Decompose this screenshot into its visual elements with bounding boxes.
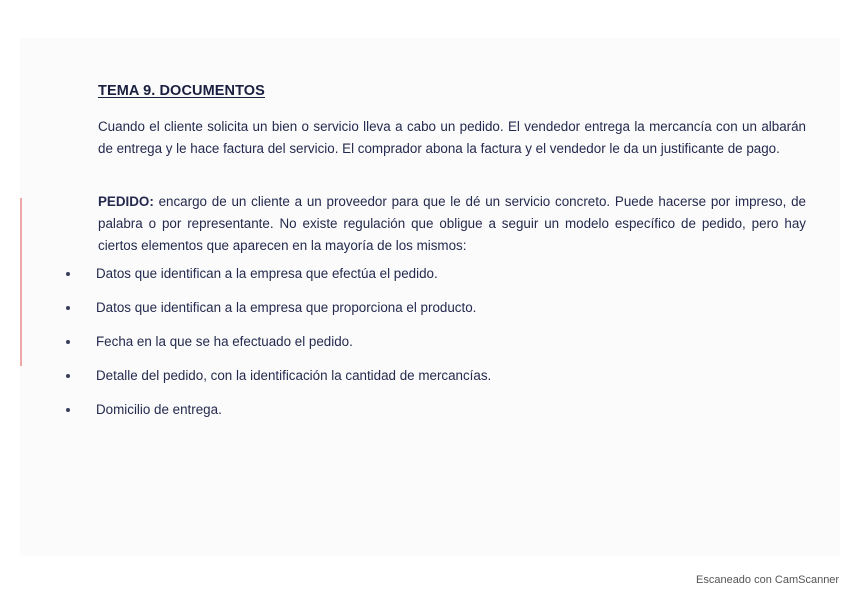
list-item-text: Datos que identifican a la empresa que efectúa el pedido. [96, 266, 438, 281]
page-edge-mark [20, 198, 22, 366]
bullet-dot-icon [66, 306, 70, 310]
pedido-definition: encargo de un cliente a un proveedor para que le dé un servicio concreto. Puede hacerse por impreso, de palabra o por representante. No existe regulación que obligue a seguir un modelo específico de pedido, pero hay ciertos elementos que aparecen en la mayoría de los mismos: [98, 194, 806, 253]
intro-paragraph: Cuando el cliente solicita un bien o servicio lleva a cabo un pedido. El vendedor entrega la mercancía con un albarán de entrega y le hace factura del servicio. El comprador abona la factura y el vendedor le da un justificante de pago. [98, 119, 806, 156]
document-title: TEMA 9. DOCUMENTOS [98, 83, 265, 99]
bullet-dot-icon [66, 374, 70, 378]
list-item-text: Domicilio de entrega. [96, 402, 222, 417]
camscanner-watermark: Escaneado con CamScanner [696, 574, 840, 586]
list-item-text: Fecha en la que se ha efectuado el pedido. [96, 334, 353, 349]
pedido-paragraph [98, 191, 806, 257]
pedido-label: PEDIDO: [98, 194, 154, 209]
bullet-dot-icon [66, 272, 70, 276]
bullet-dot-icon [66, 408, 70, 412]
list-item-text: Datos que identifican a la empresa que proporciona el producto. [96, 300, 477, 315]
bullet-dot-icon [66, 340, 70, 344]
list-item-text: Detalle del pedido, con la identificación la cantidad de mercancías. [96, 368, 492, 383]
